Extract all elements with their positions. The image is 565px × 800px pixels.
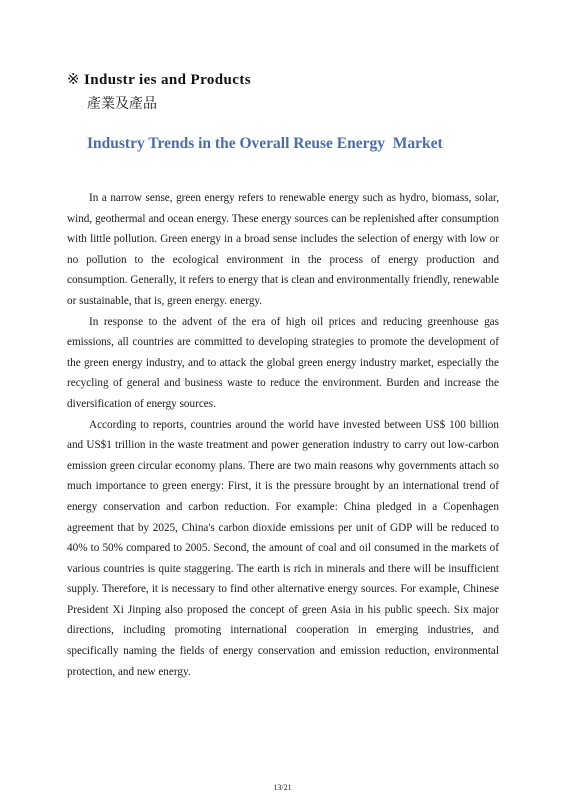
- section-subheading: 產業及產品: [87, 96, 157, 112]
- page-number: 13/21: [273, 783, 292, 792]
- section-heading: [67, 70, 251, 89]
- paragraph: In response to the advent of the era of high oil prices and reducing greenhouse gas emissions, all countries are committed to developing strategies to promote the development of the green energy industry, and to attack the global green energy industry market, especially the recycling of general and business waste to reduce the environment. Burden and increase the diversification of energy sources.: [67, 315, 499, 410]
- paragraph: In a narrow sense, green energy refers to renewable energy such as hydro, biomass, solar, wind, geothermal and ocean energy. These energy sources can be replenished after consumption with little pollution. Green energy in a broad sense includes the selection of energy with low or no pollution to the ecological environment in the process of energy production and consumption. Generally, it refers to energy that is clean and environmentally friendly, renewable or sustainable, that is, green energy. energy.: [67, 192, 499, 307]
- paragraph: According to reports, countries around the world have invested between US$ 100 billion and US$1 trillion in the waste treatment and power generation industry to carry out low-carbon emission green circular economy plans. There are two main reasons why governments attach so much importance to green energy: First, it is the pressure brought by an international trend of energy conservation and carbon reduction. For example: China pledged in a Copenhagen agreement that by 2025, China's carbon dioxide emissions per unit of GDP will be reduced to 40% to 50% compared to 2005. Second, the amount of coal and oil consumed in the markets of various countries is quite staggering. The earth is rich in minerals and there will be insufficient supply. Therefore, it is necessary to find other alternative energy sources. For example, Chinese President Xi Jinping also proposed the concept of green Asia in his public speech. Six major directions, including promoting international cooperation in emerging industries, and specifically naming the fields of energy conservation and emission reduction, environmental protection, and new energy.: [67, 418, 499, 678]
- reference-mark: ※: [67, 72, 80, 88]
- page-title: Industry Trends in the Overall Reuse Energy Market: [87, 135, 443, 152]
- body-text: [67, 188, 499, 682]
- section-heading-text: Industr ies and Products: [83, 72, 251, 88]
